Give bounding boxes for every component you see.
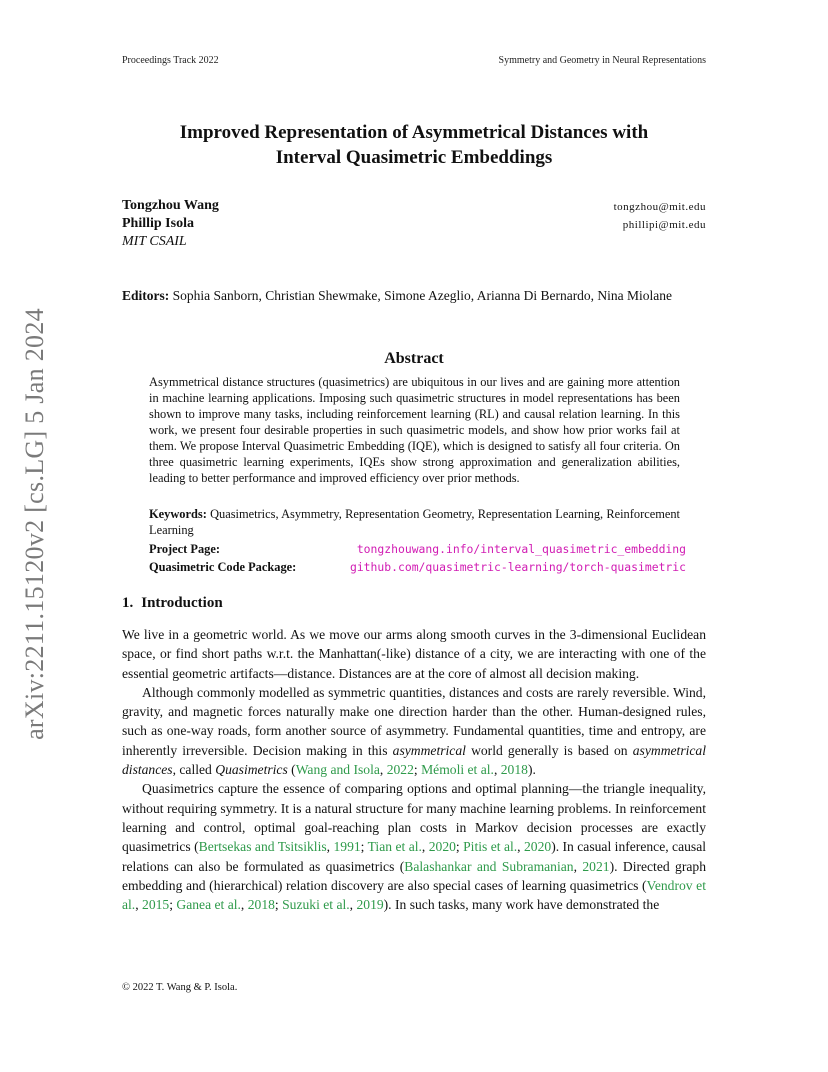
citation-link[interactable]: Pitis et al.: [463, 839, 518, 855]
citation-link[interactable]: 2018: [500, 762, 528, 778]
running-header-right: Symmetry and Geometry in Neural Representations: [498, 55, 706, 66]
citation-link[interactable]: Bertsekas and Tsitsiklis: [198, 839, 327, 855]
citation-link[interactable]: 1991: [333, 839, 361, 855]
editors: [122, 286, 706, 305]
editors-label: Editors:: [122, 288, 170, 303]
author-name: Phillip Isola: [122, 216, 194, 231]
author-email[interactable]: phillipi@mit.edu: [622, 219, 706, 231]
copyright-footer: © 2022 T. Wang & P. Isola.: [122, 982, 238, 993]
citation-link[interactable]: Ganea et al.: [176, 897, 241, 913]
editors-names: Sophia Sanborn, Christian Shewmake, Simone Azeglio, Arianna Di Bernardo, Nina Miolane: [172, 288, 673, 303]
paper-title: [122, 120, 706, 170]
code-package-link[interactable]: github.com/quasimetric-learning/torch-quasimetric: [349, 560, 686, 574]
arxiv-stamp: [20, 298, 50, 750]
citation-link[interactable]: Suzuki et al.: [282, 897, 350, 913]
code-package-row: [149, 560, 686, 575]
citation-link[interactable]: 2019: [356, 897, 384, 913]
author-name: Tongzhou Wang: [122, 198, 219, 213]
citation-link[interactable]: Tian et al.: [367, 839, 422, 855]
citation-link[interactable]: 2020: [524, 839, 552, 855]
abstract-text: Asymmetrical distance structures (quasimetrics) are ubiquitous in our lives and are gaining more attention in machine learning applications. Imposing such quasimetric structures in model representations has been shown to improve many tasks, including reinforcement learning (RL) and causal relation learning. In this work, we present four desirable properties in such quasimetric models, and show how prior works fail at them. We propose Interval Quasimetric Embedding (IQE), which is designed to satisfy all four criteria. On three quasimetric learning experiments, IQEs show strong approximation and generalization abilities, leading to better performance and improved efficiency over prior methods.: [149, 375, 680, 485]
paragraph-3: Quasimetrics capture the essence of comparing options and optimal planning—the triangle inequality, without requiring symmetry. It is a natural structure for many machine learning problems. In reinforcement learning and control, optimal goal-reaching plan costs in Markov decision processes are exactly quasimetrics (Bertsekas and Tsitsiklis, 1991; Tian et al., 2020; Pitis et al., 2020). In casual inference, causal relations can also be formulated as quasimetrics (Balashankar and Subramanian, 2021). Directed graph embedding and (hierarchical) relation discovery are also special cases of learning quasimetrics (Vendrov et al., 2015; Ganea et al., 2018; Suzuki et al., 2019). In such tasks, many work have demonstrated the: [122, 781, 707, 913]
project-page-row: [149, 542, 686, 557]
intro-body: [122, 625, 706, 914]
abstract-heading: Abstract: [384, 350, 444, 367]
section-title: Introduction: [141, 595, 223, 611]
citation-link[interactable]: 2015: [142, 897, 170, 913]
affiliation: MIT CSAIL: [122, 234, 187, 249]
citation-link[interactable]: 2021: [582, 858, 610, 874]
keywords-list: Quasimetrics, Asymmetry, Representation Geometry, Representation Learning, Reinforcement Learning: [149, 507, 680, 537]
citation-link[interactable]: 2020: [428, 839, 456, 855]
keywords-label: Keywords:: [149, 507, 207, 521]
arxiv-stamp-text: arXiv:2211.15120v2 [cs.LG] 5 Jan 2024: [20, 308, 50, 740]
title-line-2: Interval Quasimetric Embeddings: [275, 147, 553, 168]
citation-link[interactable]: 2018: [247, 897, 275, 913]
citation-link[interactable]: Vendrov et al.: [122, 877, 706, 913]
code-package-label: Quasimetric Code Package:: [149, 560, 297, 574]
section-number: 1.: [122, 595, 134, 611]
running-header-left: Proceedings Track 2022: [122, 55, 219, 66]
citation-link[interactable]: Balashankar and Subramanian: [404, 858, 574, 874]
section-heading: [122, 595, 223, 612]
project-page-label: Project Page:: [149, 542, 220, 556]
project-page-link[interactable]: tongzhouwang.info/interval_quasimetric_embedding: [356, 542, 686, 556]
paragraph-2: Although commonly modelled as symmetric quantities, distances and costs are rarely reversible. Wind, gravity, and magnetic forces naturally make one direction harder than the other. Human-designed rules, such as one-way roads, form another source of asymmetry. Fundamental quantities, time and entropy, are inherently irreversible. Decision making in this asymmetrical world generally is based on asymmetrical distances, called Quasimetrics (Wang and Isola, 2022; Mémoli et al., 2018).: [122, 684, 706, 778]
title-line-1: Improved Representation of Asymmetrical Distances with: [179, 122, 649, 143]
keywords: [149, 506, 680, 538]
paragraph-1: We live in a geometric world. As we move our arms along smooth curves in the 3-dimensional Euclidean space, or find short paths w.r.t. the Manhattan(-like) distance of a city, we are interacting with one of the essential geometric artifacts—distance. Distances are at the core of almost all decision making.: [122, 627, 706, 681]
citation-link[interactable]: 2022: [386, 762, 414, 778]
citation-link[interactable]: Mémoli et al.: [421, 762, 494, 778]
author-email[interactable]: tongzhou@mit.edu: [613, 201, 706, 213]
citation-link[interactable]: Wang and Isola: [295, 762, 380, 778]
